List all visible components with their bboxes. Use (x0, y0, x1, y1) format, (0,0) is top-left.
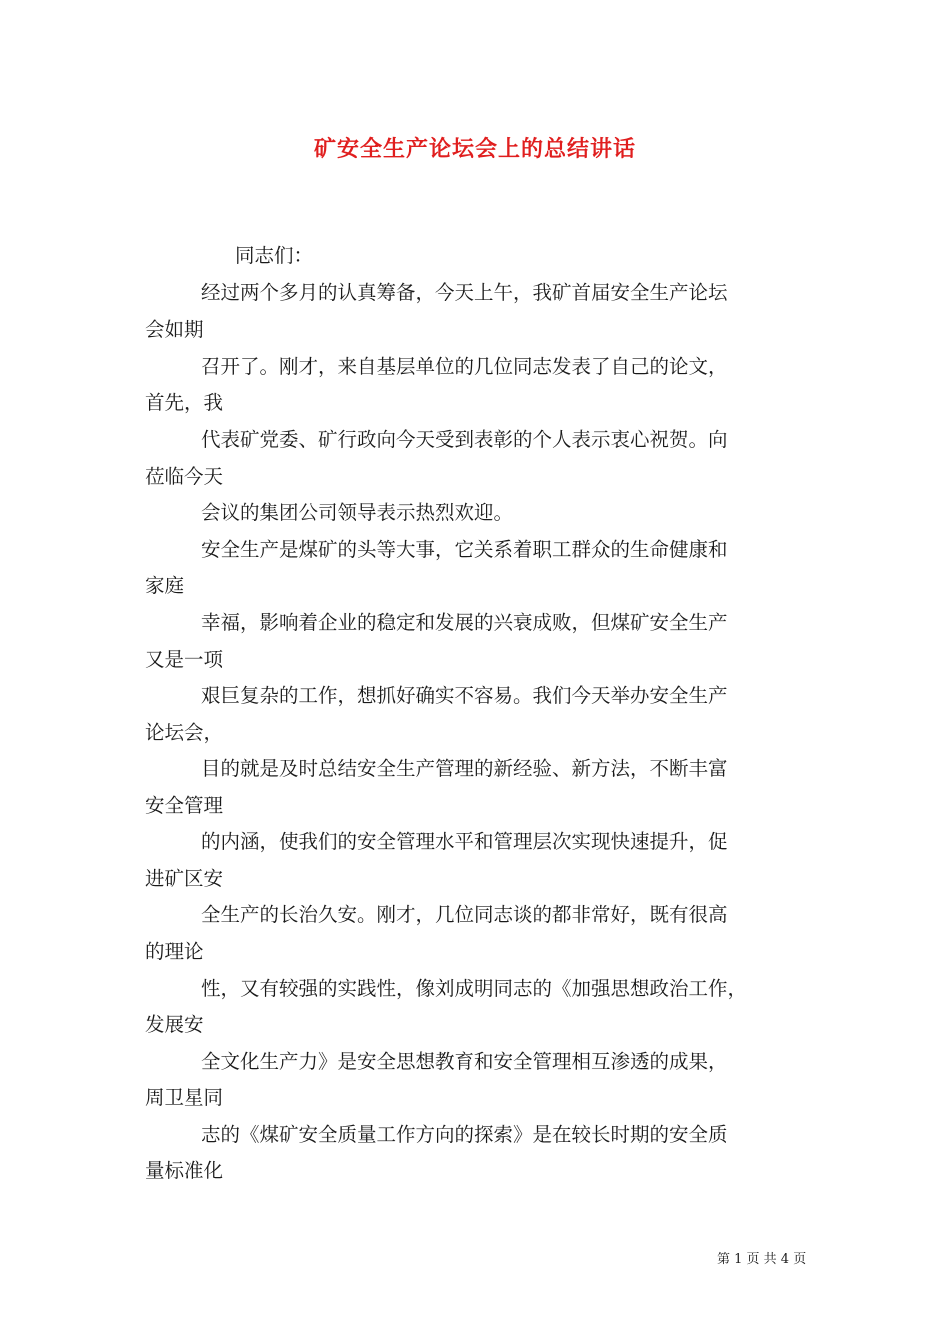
paragraph-line: 会议的集团公司领导表示热烈欢迎。 (201, 501, 514, 524)
paragraph-line: 目的就是及时总结安全生产管理的新经验、新方法，不断丰富 (201, 757, 728, 780)
paragraph-line: 艰巨复杂的工作，想抓好确实不容易。我们今天举办安全生产 (201, 684, 728, 707)
paragraph-line: 经过两个多月的认真筹备，今天上午，我矿首届安全生产论坛 (201, 281, 728, 304)
paragraph-line: 代表矿党委、矿行政向今天受到表彰的个人表示衷心祝贺。向 (201, 428, 728, 451)
paragraph-line: 的理论 (145, 940, 204, 963)
paragraph-line: 会如期 (145, 318, 204, 341)
paragraph-line: 安全生产是煤矿的头等大事，它关系着职工群众的生命健康和 (201, 538, 728, 561)
greeting-line: 同志们： (235, 244, 314, 267)
paragraph-line: 进矿区安 (145, 867, 224, 890)
paragraph-line: 又是一项 (145, 648, 224, 671)
page-number: 第 1 页 共 4 页 (717, 1252, 807, 1267)
paragraph-line: 周卫星同 (145, 1086, 224, 1109)
paragraph-line: 莅临今天 (145, 465, 224, 488)
paragraph-line: 召开了。刚才，来自基层单位的几位同志发表了自己的论文， (201, 355, 728, 378)
paragraph-line: 全生产的长治久安。刚才，几位同志谈的都非常好，既有很高 (201, 903, 728, 926)
paragraph-line: 全文化生产力》是安全思想教育和安全管理相互渗透的成果， (201, 1050, 728, 1073)
paragraph-line: 首先，我 (145, 391, 224, 414)
paragraph-line: 志的《煤矿安全质量工作方向的探索》是在较长时期的安全质 (201, 1123, 728, 1146)
document-title: 矿安全生产论坛会上的总结讲话 (313, 136, 636, 162)
paragraph-line: 幸福，影响着企业的稳定和发展的兴衰成败，但煤矿安全生产 (201, 611, 728, 634)
paragraph-line: 论坛会， (145, 721, 224, 744)
paragraph-line: 性，又有较强的实践性，像刘成明同志的《加强思想政治工作， (201, 977, 748, 1000)
paragraph-line: 发展安 (145, 1013, 204, 1036)
paragraph-line: 量标准化 (145, 1159, 224, 1182)
paragraph-line: 的内涵，使我们的安全管理水平和管理层次实现快速提升，促 (201, 830, 728, 853)
paragraph-line: 家庭 (145, 574, 185, 597)
paragraph-line: 安全管理 (145, 794, 224, 817)
